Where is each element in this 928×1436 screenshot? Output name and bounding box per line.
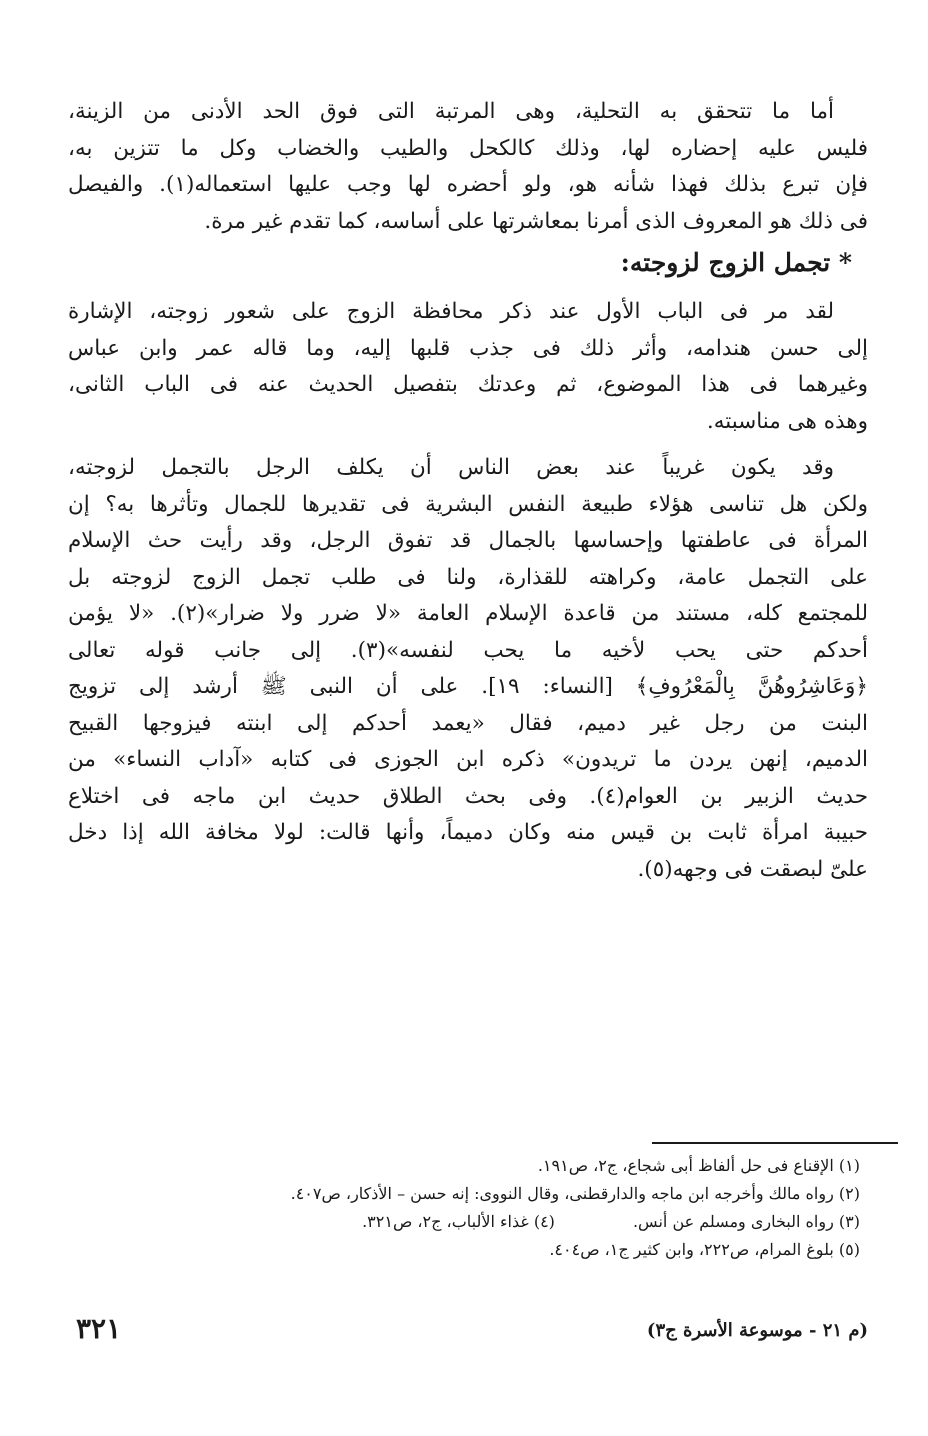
footnote-2: (٢) رواه مالك وأخرجه ابن ماجه والدارقطنى، وقال النووى: إنه حسن – الأذكار، ص٤٠٧.	[290, 1184, 860, 1203]
text-line: إلى حسن هندامه، وأثر ذلك فى جذب قلبها إليه، وما قاله عمر وابن عباس	[68, 335, 868, 361]
text-line: فى ذلك هو المعروف الذى أمرنا بمعاشرتها على أساسه، كما تقدم غير مرة.	[204, 208, 868, 234]
text-line: المرأة فى عاطفتها وإحساسها بالجمال قد تفوق الرجل، وقد رأيت حث الإسلام	[68, 528, 868, 553]
text-line: فليس عليه إحضاره لها، وذلك كالكحل والطيب والخضاب وكل ما تتزين به،	[68, 135, 868, 161]
text-line: حديث الزبير بن العوام(٤). وفى بحث الطلاق حديث ابن ماجه فى اختلاع	[68, 783, 868, 809]
section-heading: * تجمل الزوج لزوجته:	[620, 248, 852, 277]
footnote-1: (١) الإقناع فى حل ألفاظ أبى شجاع، ج٢، ص١٩١.	[537, 1156, 860, 1175]
text-line: على التجمل عامة، وكراهته للقذارة، ولنا فى طلب تجمل الزوج لزوجته بل	[68, 564, 868, 590]
paragraph-gap	[68, 440, 868, 450]
paragraph-beauty	[68, 450, 868, 888]
page-body	[68, 94, 868, 888]
text-line: لقد مر فى الباب الأول عند ذكر محافظة الزوج على شعور زوجته، الإشارة	[68, 299, 834, 324]
paragraph-husband-grooming	[68, 294, 868, 440]
text-line: علىّ لبصقت فى وجهه(٥).	[637, 856, 868, 882]
text-line: أما ما تتحقق به التحلية، وهى المرتبة التى فوق الحد الأدنى من الزينة،	[68, 99, 834, 124]
text-line: وغيرهما فى هذا الموضوع، ثم وعدتك بتفصيل الحديث عنه فى الباب الثانى،	[68, 372, 868, 397]
text-line: البنت من رجل غير دميم، فقال «يعمد أحدكم إلى ابنته فيزوجها القبيح	[68, 710, 868, 736]
text-line: فإن تبرع بذلك فهذا شأنه هو، ولو أحضره لها وجب عليها استعماله(١). والفيصل	[68, 172, 868, 197]
text-line: للمجتمع كله، مستند من قاعدة الإسلام العامة «لا ضرر ولا ضرار»(٢). «لا يؤمن	[68, 601, 868, 626]
text-line: أحدكم حتى يحب لأخيه ما يحب لنفسه»(٣). إلى جانب قوله تعالى	[68, 637, 868, 663]
book-signature: (م ٢١ - موسوعة الأسرة ج٣)	[646, 1320, 868, 1341]
page-number: ٣٢١	[76, 1312, 122, 1345]
paragraph-adornment	[68, 94, 868, 240]
text-line: حبيبة امرأة ثابت بن قيس منه وكان دميماً، وأنها قالت: لولا مخافة الله إذا دخل	[68, 820, 868, 845]
footnotes	[68, 1152, 868, 1264]
footnote-row-3-4	[68, 1208, 868, 1236]
text-line: ولكن هل تناسى هؤلاء طبيعة النفس البشرية فى تقديرها للجمال وتأثرها به؟ إن	[68, 491, 868, 517]
footnote-4: (٤) غذاء الألباب، ج٢، ص٣٢١.	[362, 1212, 555, 1231]
text-line: ﴿وَعَاشِرُوهُنَّ بِالْمَعْرُوفِ﴾ [النساء: ١٩]. على أن النبى ﷺ أرشد إلى تزويج	[68, 674, 868, 699]
page-footer	[68, 1312, 868, 1352]
footnote-separator	[652, 1142, 898, 1144]
text-line: الدميم، إنهن يردن ما تريدون» ذكره ابن الجوزى فى كتابه «آداب النساء» من	[68, 747, 868, 772]
text-line: وهذه هى مناسبته.	[706, 408, 868, 434]
footnote-3: (٣) رواه البخارى ومسلم عن أنس.	[632, 1212, 860, 1231]
text-line: وقد يكون غريباً عند بعض الناس أن يكلف الرجل بالتجمل لزوجته،	[68, 455, 834, 480]
footnote-5: (٥) بلوغ المرام، ص٢٢٢، وابن كثير ج١، ص٤٠٤.	[549, 1240, 860, 1259]
